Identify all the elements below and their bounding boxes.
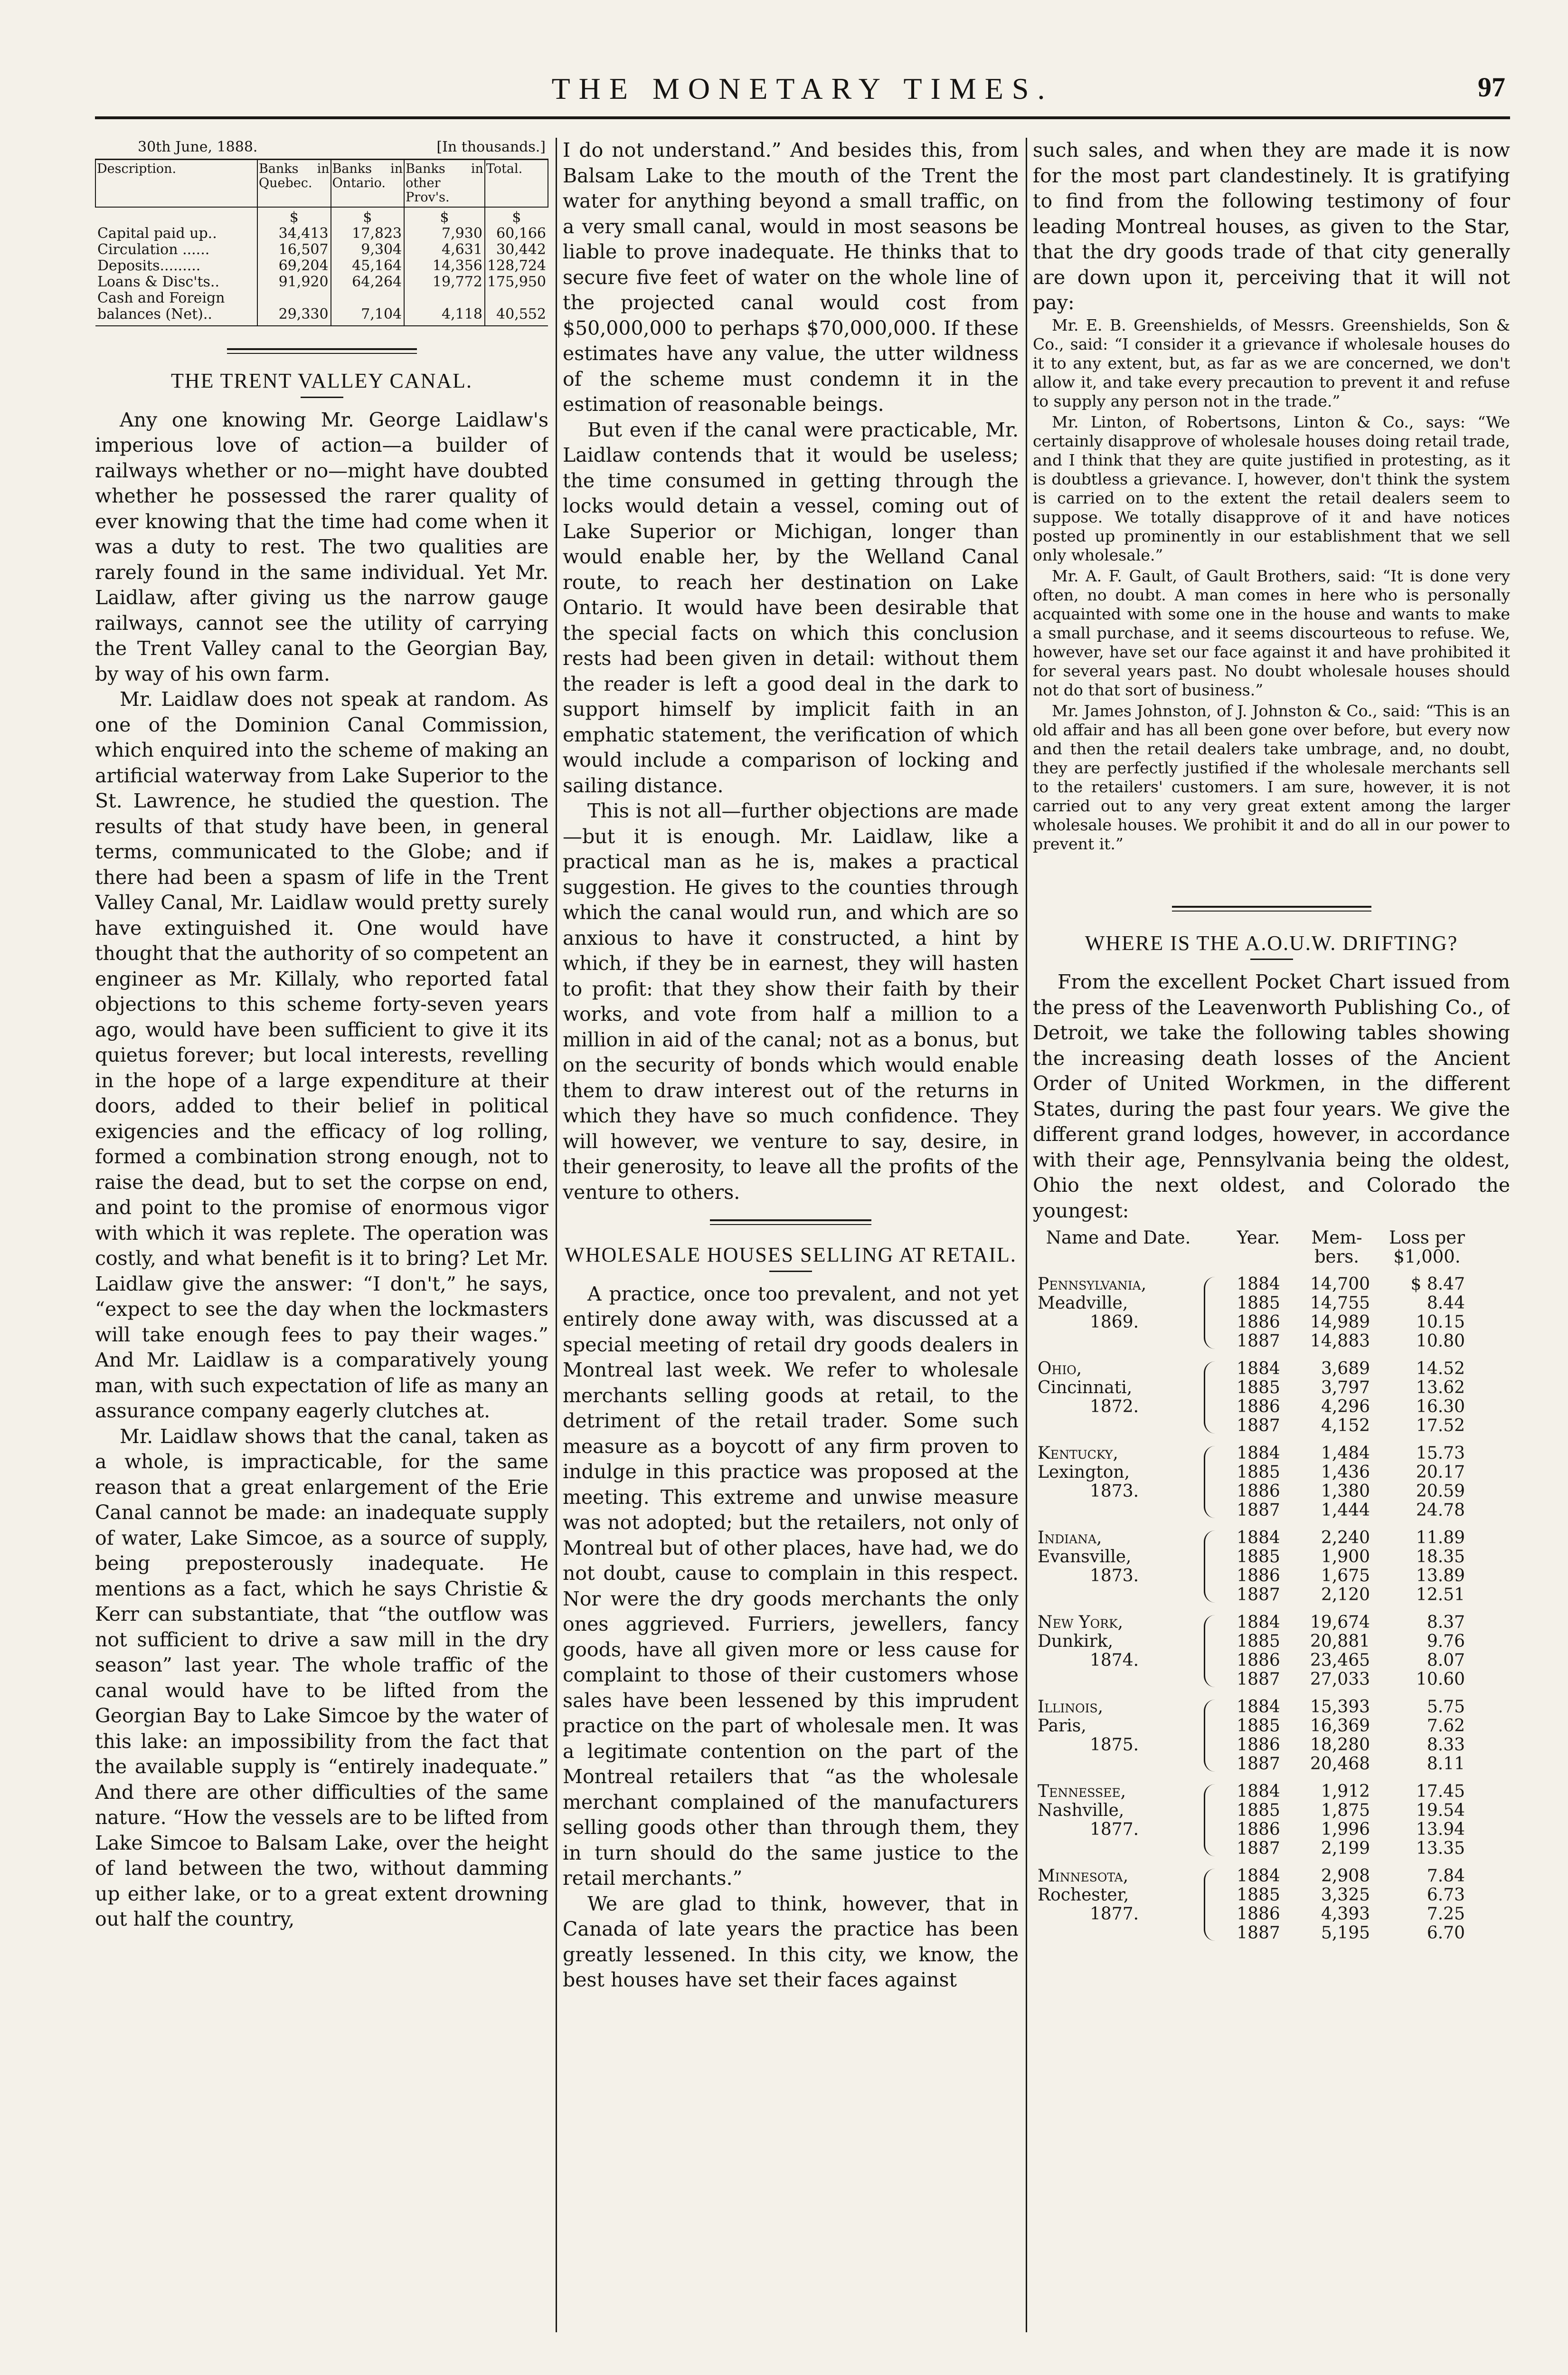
table-cell: 1887 [1237,1923,1280,1943]
lodge-state: Illinois, [1038,1697,1104,1717]
table-cell: 16,507 [257,242,331,258]
table-cell: 6.73 [1426,1885,1465,1905]
table-cell: 45,164 [331,258,405,274]
lodge-year-column [1223,1529,1294,1605]
brace [1204,1446,1223,1518]
table-cell: 15,393 [1310,1697,1370,1717]
table-cell: 2,199 [1321,1839,1370,1858]
table-cell: 18,280 [1310,1735,1370,1755]
article-title-aouw: WHERE IS THE A.O.U.W. DRIFTING? [1085,931,1458,955]
lodge-members-column [1294,1359,1379,1435]
lodge-group [1033,1698,1510,1774]
lodge-members-column [1294,1529,1379,1605]
lodge-group [1033,1359,1510,1435]
table-cell: 2,908 [1321,1866,1370,1886]
table-cell: 2,240 [1321,1528,1370,1548]
lodge-name [1033,1275,1204,1351]
table-cell: 1885 [1237,1885,1280,1905]
table-cell: 1,436 [1321,1463,1370,1482]
table-row [95,242,548,258]
lodge-year-column [1223,1613,1294,1689]
paragraph: Mr. Laidlaw shows that the canal, taken as a whole, is impracticable, for the same reason that a great enlargement of the Erie Canal cannot be made: an inadequate supply of water, Lake Simcoe, as a source of supply, being preposterously inadequate. He mentions as a fact, which he says Christie & Kerr can substantiate, that “the outflow was not sufficient to drive a saw mill in the dry season” last year. The whole traffic of the canal would have to be lifted from the Georgian Bay to Lake Simcoe by the water of this lake: an impossibility from the fact that the available supply is “entirely inadequate.” And there are other difficulties of the same nature. “How the vessels are to be lifted from Lake Simcoe to Balsam Lake, over the height of land between the two, without damming up either lake, or to a great extent drowning out half the country, [95,1425,548,1930]
table-cell: 14,755 [1310,1293,1370,1313]
table-cell: 64,264 [331,274,405,290]
short-rule [769,1271,812,1272]
table-cell: 1887 [1237,1331,1280,1351]
table-header: Description. [95,160,257,208]
table-cell: 1885 [1237,1293,1280,1313]
table-cell: 1887 [1237,1839,1280,1858]
lodge-loss-column [1379,1867,1474,1943]
lodge-members-column [1294,1613,1379,1689]
table-cell: 1886 [1237,1735,1280,1755]
table-cell: 8.37 [1426,1613,1465,1632]
aouw-lodge-table [1033,1275,1510,1943]
lodge-year-column [1223,1444,1294,1520]
lodge-state: Kentucky, [1038,1444,1118,1463]
column-header: Mem-bers. [1311,1227,1362,1267]
lodge-name [1033,1782,1204,1858]
lodge-group [1033,1275,1510,1351]
paragraph: I do not understand.” And besides this, from Balsam Lake to the mouth of the Trent the water for anything beyond a small traffic, on a very small canal, would in most seasons be liable to prove inadequate. He thinks that to secure five feet of water on the whole line of the projected canal would cost from $50,000,000 to perhaps $70,000,000. If these estimates have any value, the utter wildness of the scheme must condemn it in the estimation of reasonable beings. [563,139,1019,416]
table-cell: 1884 [1237,1613,1280,1632]
bank-table-unit-note: [In thousands.] [436,139,546,155]
table-cell: 1,996 [1321,1820,1370,1839]
section-rule [1172,906,1371,912]
table-cell: 14,700 [1310,1274,1370,1294]
lodge-loss-column [1379,1529,1474,1605]
table-cell: 12.51 [1416,1585,1465,1605]
lodge-city: Dunkirk, [1038,1632,1114,1651]
brace [1204,1530,1223,1603]
table-cell: 1,675 [1321,1566,1370,1586]
page-header [95,19,1510,114]
table-cell: 1,912 [1321,1782,1370,1801]
table-cell: 14,989 [1310,1312,1370,1332]
table-cell: 1884 [1237,1866,1280,1886]
table-cell: Circulation ...... [97,241,210,258]
table-cell: Cash and Foreign balances (Net).. [95,290,257,326]
paragraph: Mr. Laidlaw does not speak at random. As one of the Dominion Canal Commission, which enquired into the scheme of making an artificial waterway from Lake Superior to the St. Lawrence, he studied the question. The results of that study have been, in general terms, communicated to the Globe; and if there had been a spasm of life in the Trent Valley Canal, Mr. Laidlaw would pretty surely have extinguished it. One would have thought that the authority of so competent an engineer as Mr. Killaly, who reported fatal objections to this scheme forty-seven years ago, would have been sufficient to give it its quietus forever; but local interests, revelling in the hope of a large expenditure at their doors, added to their belief in political exigencies and the efficacy of log rolling, formed a combination strong enough, not to raise the dead, but to set the corpse on end, and point to the promise of enormous vigor with which it was replete. The operation was costly, and what benefit is it to bring? Let Mr. Laidlaw give the answer: “I don't,” he says, “expect to see the day when the lockmasters will take enough fees to pay their wages.” And Mr. Laidlaw is a comparatively young man, with such expectation of life as many an assurance company eagerly clutches at. [95,688,548,1422]
table-cell: 17.45 [1416,1782,1465,1801]
table-cell: 7.25 [1426,1904,1465,1924]
brace [1204,1784,1223,1856]
table-cell: 4,631 [404,242,485,258]
table-cell: 1886 [1237,1651,1280,1670]
table-cell: 1885 [1237,1716,1280,1736]
table-cell: 1886 [1237,1482,1280,1501]
table-cell: 4,296 [1321,1397,1370,1416]
paragraph: Any one knowing Mr. George Laidlaw's imperious love of action—a builder of railways whether or no—might have doubted whether he possessed the rarer quality of ever knowing that the time had come when it was a duty to rest. The two qualities are rarely found in the same individual. Yet Mr. Laidlaw, after giving us the narrow gauge railways, cannot see the utility of carrying the Trent Valley canal to the Georgian Bay, by way of his own farm. [95,408,548,685]
table-cell: 14,883 [1310,1331,1370,1351]
lodge-name [1033,1698,1204,1774]
lodge-city: Cincinnati, [1038,1378,1133,1397]
table-cell: 1886 [1237,1820,1280,1839]
lodge-members-column [1294,1867,1379,1943]
table-cell: 3,797 [1321,1378,1370,1397]
table-cell: 20,468 [1310,1754,1370,1774]
table-cell: 34,413 [257,226,331,242]
table-cell: 1887 [1237,1501,1280,1520]
brace [1204,1361,1223,1434]
paragraph: This is not all—further objections are made—but it is enough. Mr. Laidlaw, like a practical man as he is, makes a practical suggestion. He gives to the counties through which the canal would run, and which are so anxious to have it constructed, a hint by which, if they be in earnest, they will hasten to profit: that they show their faith by their works, and vote from half a million to a million in aid of the canal; not as a bonus, but on the security of bonds which would enable them to draw interest out of the returns in which they have so much confidence. They will however, we venture to say, desire, in their generosity, to leave all the profits of the venture to others. [563,799,1019,1204]
lodge-name [1033,1444,1204,1520]
table-cell: 1885 [1237,1463,1280,1482]
lodge-name [1033,1613,1204,1689]
table-cell: $ [331,207,405,226]
table-cell: 1,484 [1321,1444,1370,1463]
lodge-state: Pennsylvania, [1038,1274,1147,1294]
short-rule [301,397,343,398]
lodge-founded: 1869. [1090,1312,1139,1332]
table-cell: 1884 [1237,1782,1280,1801]
paragraph: A practice, once too prevalent, and not yet entirely done away with, was discussed at a special meeting of retail dry goods dealers in Montreal last week. We refer to wholesale merchants selling goods at retail, to the detriment of the retail trader. Some such measure as a boycott of any firm proven to indulge in this practice was proposed at the meeting. This extreme and unwise measure was not adopted; but the retailers, not only of Montreal but of other places, have had, we do not doubt, cause to complain in this respect. Nor were the dry goods merchants the only ones aggrieved. Furriers, jewellers, fancy goods, have all given more or less cause for complaint to those of their customers whose sales have been lessened by this imprudent practice on the part of wholesale men. It was a legitimate contention on the part of the Montreal retailers that “as the wholesale merchant complained of the manufacturers selling goods other than through them, they in turn should do the same justice to the retail merchants.” [563,1282,1019,1890]
table-cell: 1886 [1237,1904,1280,1924]
lodge-name [1033,1529,1204,1605]
table-cell: 9,304 [331,242,405,258]
table-cell: 40,552 [485,290,548,326]
lodge-year-column [1223,1359,1294,1435]
table-cell [95,207,257,226]
lodge-state: Indiana, [1038,1528,1102,1548]
short-rule [1250,959,1293,960]
table-cell: 1885 [1237,1378,1280,1397]
table-cell: 29,330 [257,290,331,326]
column-2 [563,138,1019,2332]
table-cell: 4,118 [404,290,485,326]
table-cell: 1885 [1237,1632,1280,1651]
brace [1204,1869,1223,1941]
table-cell: 1884 [1237,1528,1280,1548]
lodge-city: Lexington, [1038,1463,1130,1482]
lodge-group [1033,1529,1510,1605]
table-cell: 13.35 [1416,1839,1465,1858]
lodge-city: Rochester, [1038,1885,1129,1905]
column-3 [1033,138,1510,2332]
table-cell: 1886 [1237,1312,1280,1332]
paragraph: such sales, and when they are made it is now for the most part clandestinely. It is gratifying to find from the following testimony of four leading Montreal houses, as given to the Star, that the dry goods trade of that city generally are down upon it, perceiving that it will not pay: [1033,139,1510,314]
table-cell: 1887 [1237,1754,1280,1774]
lodge-state: New York, [1038,1613,1124,1632]
article-title-trent: THE TRENT VALLEY CANAL. [170,369,473,392]
table-cell: 23,465 [1310,1651,1370,1670]
table-cell: 1,444 [1321,1501,1370,1520]
bank-table-caption [95,138,548,157]
table-cell: $ [257,207,331,226]
lodge-loss-column [1379,1698,1474,1774]
lodge-year-column [1223,1275,1294,1351]
column-divider [1026,138,1027,2332]
lodge-group [1033,1867,1510,1943]
lodge-year-column [1223,1698,1294,1774]
lodge-group [1033,1613,1510,1689]
lodge-members-column [1294,1444,1379,1520]
column-header: Year. [1237,1227,1280,1248]
table-cell: 1886 [1237,1397,1280,1416]
table-cell: 1,875 [1321,1801,1370,1820]
table-header: Banks in other Prov's. [404,160,485,208]
lodge-name [1033,1359,1204,1435]
lodge-state: Ohio, [1038,1359,1082,1378]
masthead: THE MONETARY TIMES. [551,72,1054,105]
column-divider [556,138,557,2332]
table-header: Banks in Quebec. [257,160,331,208]
table-cell: 60,166 [485,226,548,242]
section-rule [710,1219,871,1225]
table-cell: 5,195 [1321,1923,1370,1943]
lodge-city: Meadville, [1038,1293,1128,1313]
table-cell: 18.35 [1416,1547,1465,1567]
table-cell: 17,823 [331,226,405,242]
table-cell: Deposits......... [97,257,201,274]
brace [1204,1700,1223,1772]
table-cell: 1887 [1237,1585,1280,1605]
aouw-table-header [1033,1228,1510,1266]
lodge-group [1033,1444,1510,1520]
table-header: Banks in Ontario. [331,160,405,208]
lodge-city: Evansville, [1038,1547,1132,1567]
table-header: Total. [485,160,548,208]
lodge-year-column [1223,1867,1294,1943]
table-cell: 10.15 [1416,1312,1465,1332]
table-cell: 10.80 [1416,1331,1465,1351]
table-cell: 7,930 [404,226,485,242]
table-cell: 13.62 [1416,1378,1465,1397]
table-cell: 30,442 [485,242,548,258]
table-cell: 8.33 [1426,1735,1465,1755]
lodge-loss-column [1379,1613,1474,1689]
table-cell: 3,325 [1321,1885,1370,1905]
table-cell: 14.52 [1416,1359,1465,1378]
lodge-founded: 1873. [1090,1482,1139,1501]
lodge-founded: 1877. [1090,1820,1139,1839]
table-row [95,258,548,274]
table-cell: 14,356 [404,258,485,274]
lodge-city: Nashville, [1038,1801,1124,1820]
lodge-members-column [1294,1782,1379,1858]
table-cell: 20.17 [1416,1463,1465,1482]
table-cell: 69,204 [257,258,331,274]
lodge-founded: 1873. [1090,1566,1139,1586]
table-cell: 1884 [1237,1359,1280,1378]
table-cell: 7.84 [1426,1866,1465,1886]
quotation: Mr. E. B. Greenshields, of Messrs. Greenshields, Son & Co., said: “I consider it a grievance if wholesale houses do it to any extent, but, as far as we are concerned, we don't allow it, and take every precaution to prevent it and refuse to supply any person not in the trade.” [1033,315,1510,410]
table-cell: 1884 [1237,1444,1280,1463]
table-cell: 128,724 [485,258,548,274]
table-cell: 8.07 [1426,1651,1465,1670]
lodge-name [1033,1867,1204,1943]
table-cell: 16.30 [1416,1397,1465,1416]
table-cell: 1,900 [1321,1547,1370,1567]
table-cell: 1887 [1237,1670,1280,1689]
table-cell: 7.62 [1426,1716,1465,1736]
table-cell: Loans & Disc'ts.. [97,274,219,290]
table-cell: 4,393 [1321,1904,1370,1924]
table-cell: 1,380 [1321,1482,1370,1501]
table-row [95,274,548,290]
table-cell: 1884 [1237,1274,1280,1294]
lodge-state: Minnesota, [1038,1866,1129,1886]
lodge-loss-column [1379,1275,1474,1351]
paragraph: But even if the canal were practicable, Mr. Laidlaw contends that it would be useless; the time consumed in getting through the locks would detain a vessel, coming out of Lake Superior or Michigan, longer than would enable her, by the Welland Canal route, to reach her destination on Lake Ontario. It would have been desirable that the special facts on which this conclusion rests had been given in detail: without them the reader is left a good deal in the dark to support himself by implicit faith in an emphatic statement, the verification of which would include a comparison of locking and sailing distance. [563,418,1019,797]
brace [1204,1615,1223,1687]
column-header: Name and Date. [1046,1227,1191,1248]
table-cell: 7,104 [331,290,405,326]
lodge-group [1033,1782,1510,1858]
section-rule [227,348,417,354]
table-cell: 15.73 [1416,1444,1465,1463]
page-number: 97 [1478,72,1505,103]
brace [1204,1277,1223,1349]
table-cell: 3,689 [1321,1359,1370,1378]
table-cell: 16,369 [1310,1716,1370,1736]
table-row [95,207,548,226]
lodge-founded: 1874. [1090,1651,1139,1670]
table-cell: 27,033 [1310,1670,1370,1689]
table-row [95,290,548,326]
lodge-members-column [1294,1698,1379,1774]
table-cell: 1885 [1237,1547,1280,1567]
lodge-year-column [1223,1782,1294,1858]
lodge-city: Paris, [1038,1716,1086,1736]
paragraph: We are glad to think, however, that in Canada of late years the practice has been greatly lessened. In this city, we know, the best houses have set their faces against [563,1892,1019,1991]
table-cell: 19,674 [1310,1613,1370,1632]
lodge-loss-column [1379,1444,1474,1520]
quotation: Mr. Linton, of Robertsons, Linton & Co., says: “We certainly disapprove of wholesale houses doing retail trade, and I think that they are quite justified in protesting, as it is doubtless a grievance. I, however, don't think the system is carried on to the extent the retail dealers seem to suppose. We totally disapprove of it and have notices posted up prominently in our establishment that we sell only wholesale.” [1033,412,1510,564]
paragraph: From the excellent Pocket Chart issued from the press of the Leavenworth Publishing Co., of Detroit, we take the following tables showing the increasing death losses of the Ancient Order of United Workmen, in the different States, during the past four years. We give the different grand lodges, however, in accordance with their age, Pennsylvania being the oldest, Ohio the next oldest, and Colorado the youngest: [1033,970,1510,1222]
header-rule [95,116,1510,119]
lodge-loss-column [1379,1782,1474,1858]
lodge-state: Tennessee, [1038,1782,1126,1801]
table-cell: 8.11 [1426,1754,1465,1774]
table-cell: 20,881 [1310,1632,1370,1651]
table-cell: 1885 [1237,1801,1280,1820]
lodge-founded: 1875. [1090,1735,1139,1755]
table-cell: 11.89 [1416,1528,1465,1548]
table-cell: $ [404,207,485,226]
table-cell: 6.70 [1426,1923,1465,1943]
table-cell: 8.44 [1426,1293,1465,1313]
table-cell: 19.54 [1416,1801,1465,1820]
table-cell: 13.89 [1416,1566,1465,1586]
table-cell: 10.60 [1416,1670,1465,1689]
table-cell: 2,120 [1321,1585,1370,1605]
lodge-founded: 1877. [1090,1904,1139,1924]
table-cell: 17.52 [1416,1416,1465,1435]
table-cell: 91,920 [257,274,331,290]
table-cell: 1886 [1237,1566,1280,1586]
table-cell: 1887 [1237,1416,1280,1435]
table-cell: 4,152 [1321,1416,1370,1435]
table-cell: 13.94 [1416,1820,1465,1839]
bank-table-date: 30th June, 1888. [138,139,258,155]
table-row [95,226,548,242]
table-cell: $ 8.47 [1410,1274,1465,1294]
table-cell: 175,950 [485,274,548,290]
lodge-members-column [1294,1275,1379,1351]
quotation: Mr. James Johnston, of J. Johnston & Co., said: “This is an old affair and has all been gone over before, but every now and then the retail dealers take umbrage, and, no doubt, they are perfectly justified if the wholesale merchants sell to the retailers' customers. I am sure, however, it is not carried out to any very great extent among the larger wholesale houses. We prohibit it and do all in our power to prevent it.” [1033,701,1510,853]
table-cell: 19,772 [404,274,485,290]
table-cell: 1884 [1237,1697,1280,1717]
lodge-loss-column [1379,1359,1474,1435]
table-cell: 20.59 [1416,1482,1465,1501]
bank-statistics-table [95,159,548,326]
column-header: Loss per $1,000. [1389,1227,1465,1267]
table-cell: $ [485,207,548,226]
table-cell: 5.75 [1426,1697,1465,1717]
quotations [1033,316,1510,854]
quotation: Mr. A. F. Gault, of Gault Brothers, said: “It is done very often, no doubt. A man comes in here who is personally acquainted with some one in the house and wants to make a small purchase, and it seems discourteous to refuse. We, however, have set our face against it and have prohibited it for several years past. No doubt wholesale houses should not do that sort of business.” [1033,566,1510,699]
table-cell: 9.76 [1426,1632,1465,1651]
table-cell: 24.78 [1416,1501,1465,1520]
article-title-wholesale: WHOLESALE HOUSES SELLING AT RETAIL. [565,1243,1017,1266]
column-1 [95,138,548,2332]
table-cell: Capital paid up.. [97,225,217,242]
lodge-founded: 1872. [1090,1397,1139,1416]
